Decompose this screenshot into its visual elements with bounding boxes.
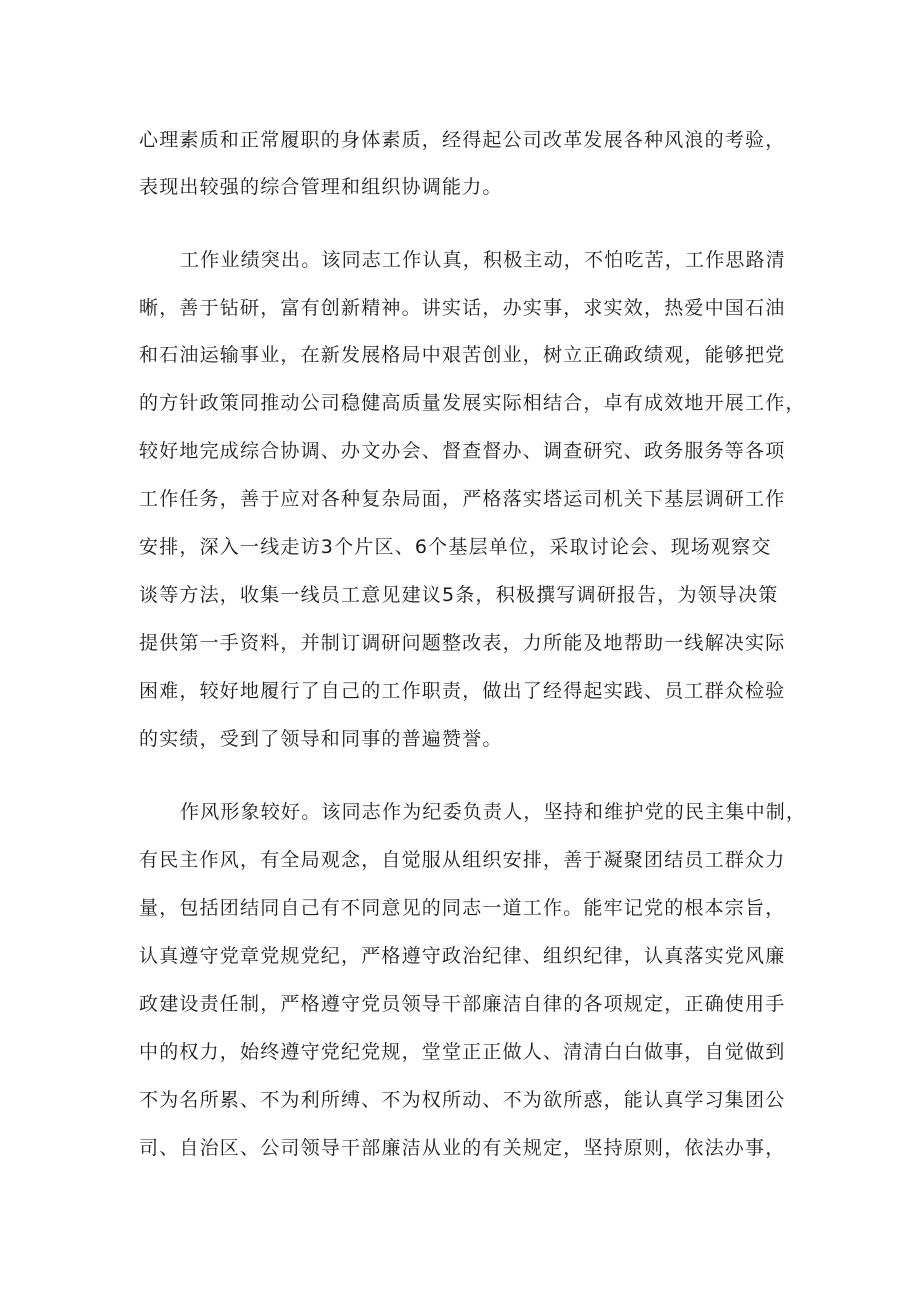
paragraph-2-line-5: 较好地完成综合协调、办文办会、督查督办、调查研究、政务服务等各项: [139, 440, 786, 462]
paragraph-2-line-3: 和石油运输事业，在新发展格局中艰苦创业，树立正确政绩观，能够把党: [139, 344, 786, 366]
paragraph-3-line-5: 政建设责任制，严格遵守党员领导干部廉洁自律的各项规定，正确使用手: [139, 993, 786, 1015]
paragraph-3-line-3: 量，包括团结同自己有不同意见的同志一道工作。能牢记党的根本宗旨，: [139, 897, 786, 919]
paragraph-2-line-11: 的实绩，受到了领导和同事的普遍赞誉。: [139, 728, 503, 750]
paragraph-2-line-8: 谈等方法，收集一线员工意见建议5条，积极撰写调研报告，为领导决策: [139, 584, 779, 606]
paragraph-2-line-7: 安排，深入一线走访3个片区、6个基层单位，采取讨论会、现场观察交: [139, 536, 772, 558]
paragraph-1-line-1: 心理素质和正常履职的身体素质，经得起公司改革发展各种风浪的考验，: [139, 129, 786, 151]
paragraph-3-line-1: 作风形象较好。该同志作为纪委负责人，坚持和维护党的民主集中制，: [180, 801, 807, 823]
paragraph-2-line-9: 提供第一手资料，并制订调研问题整改表，力所能及地帮助一线解决实际: [139, 632, 786, 654]
paragraph-2-line-2: 晰，善于钻研，富有创新精神。讲实话，办实事，求实效，热爱中国石油: [139, 297, 786, 319]
paragraph-3-line-7: 不为名所累、不为利所缚、不为权所动、不为欲所惑，能认真学习集团公: [139, 1089, 786, 1111]
paragraph-2-line-6: 工作任务，善于应对各种复杂局面，严格落实塔运司机关下基层调研工作: [139, 488, 786, 510]
paragraph-2-line-10: 困难，较好地履行了自己的工作职责，做出了经得起实践、员工群众检验: [139, 680, 786, 702]
paragraph-3-line-4: 认真遵守党章党规党纪，严格遵守政治纪律、组织纪律，认真落实党风廉: [139, 945, 786, 967]
paragraph-1-line-2: 表现出较强的综合管理和组织协调能力。: [139, 176, 503, 198]
paragraph-2-line-4: 的方针政策同推动公司稳健高质量发展实际相结合，卓有成效地开展工作，: [139, 392, 806, 414]
paragraph-3-line-6: 中的权力，始终遵守党纪党规，堂堂正正做人、清清白白做事，自觉做到: [139, 1041, 786, 1063]
paragraph-3-line-2: 有民主作风，有全局观念，自觉服从组织安排，善于凝聚团结员工群众力: [139, 849, 786, 871]
paragraph-3-line-8: 司、自治区、公司领导干部廉洁从业的有关规定，坚持原则，依法办事，: [139, 1137, 786, 1159]
paragraph-2-line-1: 工作业绩突出。该同志工作认真，积极主动，不怕吃苦，工作思路清: [180, 249, 787, 271]
